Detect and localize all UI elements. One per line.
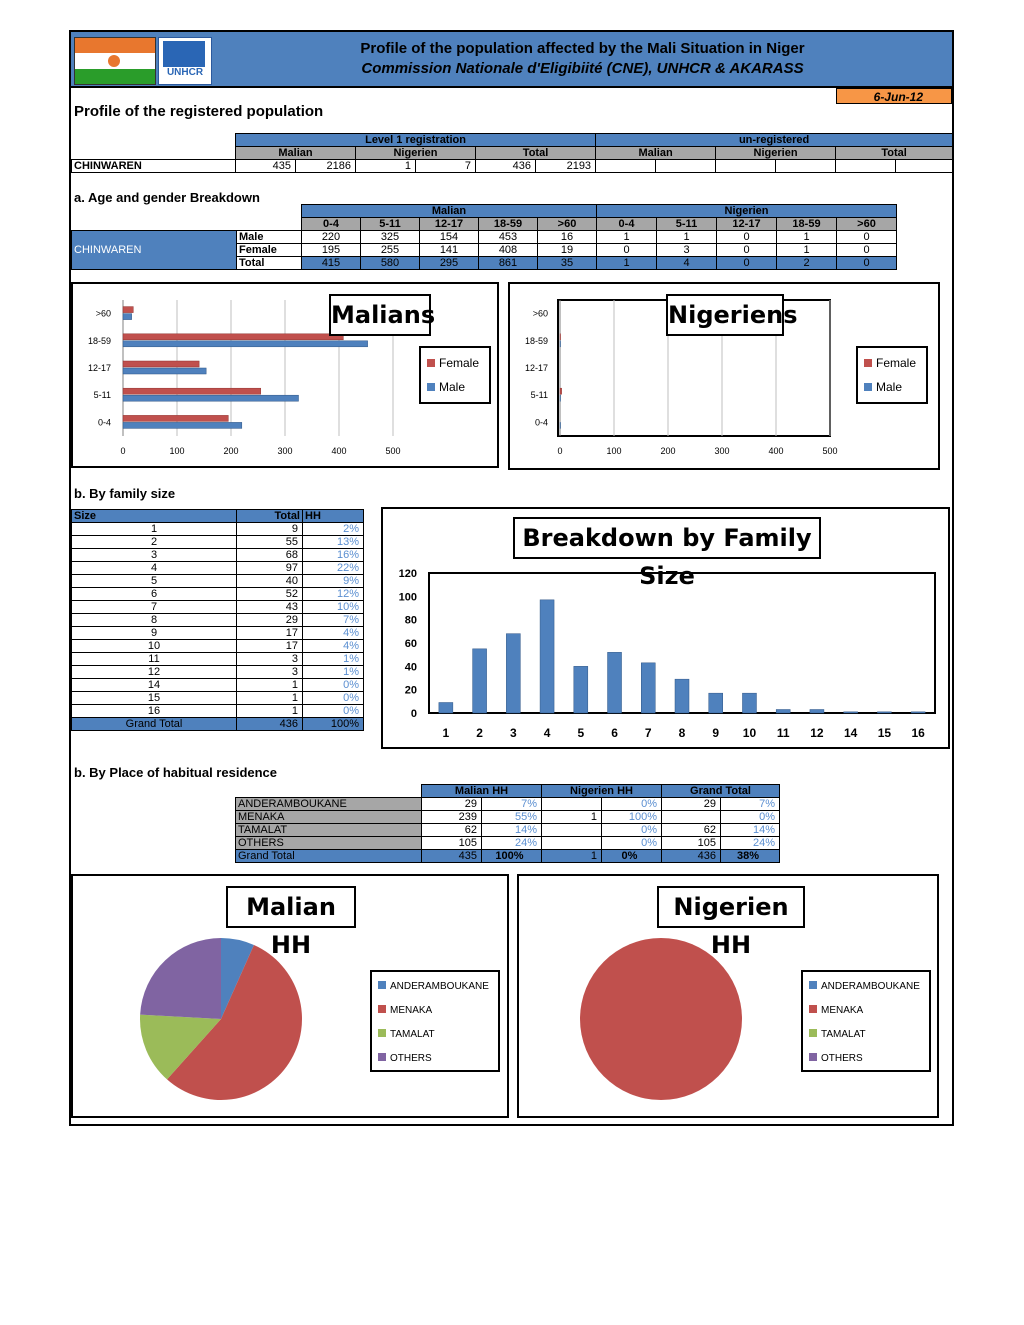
total-cell: 17	[237, 627, 303, 640]
pct-cell: 0%	[303, 692, 364, 705]
malians-chart	[71, 282, 499, 468]
table-cell: 580	[361, 257, 420, 270]
table-cell: 0	[837, 231, 897, 244]
bar	[574, 666, 588, 713]
legend-male: Male	[864, 375, 920, 399]
family-size-chart	[381, 507, 950, 749]
table-cell: 7%	[482, 798, 542, 811]
table-cell: 24%	[721, 837, 780, 850]
table-cell: 4	[657, 257, 717, 270]
pct-cell: 12%	[303, 588, 364, 601]
table-cell: 0%	[602, 837, 662, 850]
table-cell: 436	[476, 160, 536, 173]
table-cell: 1	[777, 231, 837, 244]
x-tick-label: 2	[476, 726, 483, 740]
table-cell	[542, 824, 602, 837]
y-tick-label: 0-4	[534, 417, 548, 428]
x-tick-label: 4	[543, 726, 551, 740]
table-row	[72, 679, 364, 692]
column-header: Total	[476, 147, 596, 160]
size-cell: 14	[72, 679, 237, 692]
y-tick-label: 100	[398, 591, 417, 604]
size-cell: 5	[72, 575, 237, 588]
size-cell: 6	[72, 588, 237, 601]
x-tick-label: 400	[331, 446, 347, 456]
x-tick-label: 8	[678, 726, 686, 740]
x-tick-label: 500	[385, 446, 401, 456]
age-gender-section-title: a. Age and gender Breakdown	[74, 190, 260, 205]
table-row	[72, 640, 364, 653]
malian-hh-legend	[370, 970, 500, 1072]
table-cell: 861	[479, 257, 538, 270]
malian-hh-title: Malian HH	[226, 886, 356, 928]
grand-total-label: Grand Total	[72, 718, 237, 731]
col-size: Size	[72, 510, 237, 523]
table-cell: 141	[420, 244, 479, 257]
column-header: Nigerien	[356, 147, 476, 160]
x-tick-label: 0	[557, 446, 563, 456]
table-cell: 62	[662, 824, 721, 837]
legend-female: Female	[864, 351, 920, 375]
table-cell: 19	[538, 244, 597, 257]
malians-legend	[419, 346, 491, 404]
y-tick-label: >60	[95, 308, 111, 319]
x-tick-label: 14	[843, 726, 858, 740]
x-tick-label: 100	[606, 446, 622, 456]
age-column-header: 18-59	[777, 218, 837, 231]
table-cell: 2186	[296, 160, 356, 173]
y-tick-label: 40	[404, 661, 417, 674]
bar	[844, 712, 858, 713]
place-cell: Grand Total	[236, 850, 422, 863]
total-cell: 3	[237, 666, 303, 679]
total-cell: 55	[237, 536, 303, 549]
legend-menaka: MENAKA	[378, 999, 492, 1023]
table-cell: 16	[538, 231, 597, 244]
table-row	[72, 653, 364, 666]
table-cell: 2193	[536, 160, 596, 173]
x-tick-label: 9	[712, 726, 720, 740]
unhcr-logo: UNHCR	[158, 37, 212, 85]
size-cell: 4	[72, 562, 237, 575]
table-row	[72, 523, 364, 536]
x-tick-label: 200	[223, 446, 239, 456]
table-cell: 29	[662, 798, 721, 811]
legend-others: OTHERS	[378, 1047, 492, 1071]
table-cell	[656, 160, 716, 173]
table-row	[72, 536, 364, 549]
column-header: Malian	[236, 147, 356, 160]
table-cell: 100%	[482, 850, 542, 863]
table-row	[72, 549, 364, 562]
gender-label: Female	[237, 244, 302, 257]
pct-cell: 2%	[303, 523, 364, 536]
legend-others: OTHERS	[809, 1047, 923, 1071]
report-date: 6-Jun-12	[836, 88, 952, 104]
table-cell: 325	[361, 231, 420, 244]
bar	[877, 712, 891, 713]
total-cell: 1	[237, 705, 303, 718]
bar-male	[560, 422, 561, 428]
bar-male	[123, 341, 368, 347]
table-cell: 0	[837, 244, 897, 257]
table-cell: 1	[657, 231, 717, 244]
total-cell: 1	[237, 692, 303, 705]
bar-female	[123, 361, 199, 367]
table-cell: 62	[422, 824, 482, 837]
bar	[473, 649, 487, 713]
x-tick-label: 300	[277, 446, 293, 456]
family-size-section-title: b. By family size	[74, 486, 176, 501]
pct-cell: 7%	[303, 614, 364, 627]
table-row	[72, 705, 364, 718]
y-tick-label: 12-17	[524, 363, 548, 373]
grand-total-pct: 100%	[303, 718, 364, 731]
table-cell: 0	[717, 231, 777, 244]
table-row	[72, 692, 364, 705]
total-cell: 17	[237, 640, 303, 653]
table-cell: 255	[361, 244, 420, 257]
bar-male	[123, 368, 206, 374]
size-cell: 7	[72, 601, 237, 614]
table-row	[72, 231, 897, 244]
table-cell: 436	[662, 850, 721, 863]
table-cell	[716, 160, 776, 173]
bar-male	[560, 341, 561, 347]
registered-table	[71, 133, 953, 173]
malians-chart-title: Malians	[329, 294, 431, 336]
table-cell: 415	[302, 257, 361, 270]
place-cell: ANDERAMBOUKANE	[236, 798, 422, 811]
y-tick-label: 5-11	[93, 390, 111, 401]
grand-total-value: 436	[237, 718, 303, 731]
gender-label: Total	[237, 257, 302, 270]
residence-section-title: b. By Place of habitual residence	[74, 765, 278, 780]
site-label: CHINWAREN	[72, 231, 237, 270]
table-cell: 220	[302, 231, 361, 244]
bar-female	[123, 415, 228, 421]
total-cell: 68	[237, 549, 303, 562]
place-cell: MENAKA	[236, 811, 422, 824]
x-tick-label: 16	[911, 726, 925, 740]
table-cell: 1	[597, 257, 657, 270]
table-row	[72, 588, 364, 601]
pct-cell: 9%	[303, 575, 364, 588]
bar-male	[123, 422, 242, 428]
bar-female	[123, 307, 133, 313]
legend-male: Male	[427, 375, 483, 399]
bar	[675, 679, 689, 713]
column-header: Nigerien	[716, 147, 836, 160]
size-cell: 15	[72, 692, 237, 705]
x-tick-label: 400	[768, 446, 784, 456]
legend-female: Female	[427, 351, 483, 375]
page-subtitle: Commission Nationale d'Eligibiité (CNE), UNHCR & AKARASS	[361, 60, 804, 77]
bar	[540, 600, 554, 713]
table-cell: 0%	[602, 824, 662, 837]
x-tick-label: 15	[877, 726, 892, 740]
nigerien-hh-title: Nigerien HH	[657, 886, 805, 928]
table-cell: 38%	[721, 850, 780, 863]
total-cell: 29	[237, 614, 303, 627]
col-hh: HH	[303, 510, 364, 523]
size-cell: 12	[72, 666, 237, 679]
total-cell: 52	[237, 588, 303, 601]
table-cell: 105	[662, 837, 721, 850]
bar-female	[123, 334, 343, 340]
table-cell: 100%	[602, 811, 662, 824]
x-tick-label: 10	[742, 726, 757, 740]
table-row	[72, 575, 364, 588]
total-cell: 40	[237, 575, 303, 588]
site-label: CHINWAREN	[72, 160, 236, 173]
size-cell: 8	[72, 614, 237, 627]
table-cell: 408	[479, 244, 538, 257]
size-cell: 16	[72, 705, 237, 718]
y-tick-label: 0	[410, 708, 417, 720]
size-cell: 10	[72, 640, 237, 653]
age-column-header: >60	[837, 218, 897, 231]
col-nigerien-hh: Nigerien HH	[542, 785, 662, 798]
size-cell: 2	[72, 536, 237, 549]
malian-group-header: Malian	[302, 205, 597, 218]
pct-cell: 22%	[303, 562, 364, 575]
bar-female	[123, 388, 261, 394]
residence-table	[235, 784, 780, 863]
bar	[709, 693, 723, 713]
bar	[776, 710, 790, 714]
table-cell: 1	[777, 244, 837, 257]
age-column-header: 12-17	[717, 218, 777, 231]
x-tick-label: 300	[714, 446, 730, 456]
table-cell: 2	[777, 257, 837, 270]
table-cell: 55%	[482, 811, 542, 824]
table-cell: 0%	[602, 798, 662, 811]
table-cell: 1	[356, 160, 416, 173]
table-cell	[836, 160, 896, 173]
age-column-header: 5-11	[361, 218, 420, 231]
table-cell: 295	[420, 257, 479, 270]
table-row	[236, 837, 780, 850]
place-cell: OTHERS	[236, 837, 422, 850]
pct-cell: 4%	[303, 640, 364, 653]
y-tick-label: 120	[398, 568, 417, 580]
table-row	[72, 614, 364, 627]
age-column-header: 18-59	[479, 218, 538, 231]
bar	[911, 712, 925, 713]
table-cell: 0	[837, 257, 897, 270]
x-tick-label: 1	[442, 726, 450, 740]
y-tick-label: 5-11	[530, 390, 548, 401]
y-tick-label: >60	[532, 308, 548, 319]
x-tick-label: 11	[776, 726, 790, 740]
malian-hh-chart	[71, 874, 509, 1118]
age-column-header: 12-17	[420, 218, 479, 231]
age-column-header: >60	[538, 218, 597, 231]
table-cell	[542, 798, 602, 811]
family-size-table	[71, 509, 364, 731]
x-tick-label: 100	[169, 446, 185, 456]
col-total: Total	[237, 510, 303, 523]
table-cell	[896, 160, 953, 173]
page-title: Profile of the population affected by the Mali Situation in Niger	[360, 40, 805, 57]
unregistered-header: un-registered	[596, 134, 953, 147]
age-gender-table	[71, 204, 897, 270]
bar	[641, 663, 655, 713]
table-cell	[542, 837, 602, 850]
table-cell: 14%	[482, 824, 542, 837]
registered-section-title: Profile of the registered population	[74, 103, 324, 120]
nigeriens-chart-title: Nigeriens	[666, 294, 784, 336]
table-cell: 0%	[602, 850, 662, 863]
total-cell: 3	[237, 653, 303, 666]
pct-cell: 1%	[303, 666, 364, 679]
bar-male	[560, 395, 561, 401]
family-size-chart-title: Breakdown by Family Size	[513, 517, 821, 559]
table-cell: 105	[422, 837, 482, 850]
gender-label: Male	[237, 231, 302, 244]
bar	[608, 652, 622, 713]
column-header: Total	[836, 147, 953, 160]
x-tick-label: 12	[810, 726, 824, 740]
nigerien-group-header: Nigerien	[597, 205, 897, 218]
table-cell: 1	[597, 231, 657, 244]
table-cell: 0%	[721, 811, 780, 824]
y-tick-label: 18-59	[524, 335, 548, 346]
place-cell: TAMALAT	[236, 824, 422, 837]
size-cell: 9	[72, 627, 237, 640]
x-tick-label: 6	[611, 726, 618, 740]
bar	[810, 710, 824, 714]
bar	[742, 693, 756, 713]
pct-cell: 16%	[303, 549, 364, 562]
pct-cell: 1%	[303, 653, 364, 666]
col-malian-hh: Malian HH	[422, 785, 542, 798]
total-cell: 9	[237, 523, 303, 536]
table-cell: 1	[542, 811, 602, 824]
table-row	[236, 850, 780, 863]
pct-cell: 4%	[303, 627, 364, 640]
table-cell: 1	[542, 850, 602, 863]
legend-tamalat: TAMALAT	[378, 1023, 492, 1047]
table-cell: 453	[479, 231, 538, 244]
table-cell: 0	[717, 244, 777, 257]
table-cell: 435	[236, 160, 296, 173]
legend-anderamboukane: ANDERAMBOUKANE	[378, 975, 492, 999]
table-row	[72, 666, 364, 679]
table-row	[72, 601, 364, 614]
y-tick-label: 18-59	[87, 335, 111, 346]
legend-tamalat: TAMALAT	[809, 1023, 923, 1047]
table-cell: 154	[420, 231, 479, 244]
bar-male	[123, 395, 299, 401]
niger-flag-icon	[74, 37, 156, 85]
pct-cell: 10%	[303, 601, 364, 614]
legend-menaka: MENAKA	[809, 999, 923, 1023]
table-cell: 7	[416, 160, 476, 173]
pie-slice	[140, 938, 221, 1019]
column-header: Malian	[596, 147, 716, 160]
table-row	[236, 798, 780, 811]
table-row	[236, 811, 780, 824]
table-row	[236, 824, 780, 837]
pct-cell: 0%	[303, 705, 364, 718]
table-cell: 14%	[721, 824, 780, 837]
legend-anderamboukane: ANDERAMBOUKANE	[809, 975, 923, 999]
x-tick-label: 5	[577, 726, 585, 740]
table-row	[72, 562, 364, 575]
bar	[506, 634, 520, 713]
bar-female	[560, 334, 561, 340]
size-cell: 3	[72, 549, 237, 562]
age-column-header: 5-11	[657, 218, 717, 231]
nigerien-hh-chart	[517, 874, 939, 1118]
total-cell: 1	[237, 679, 303, 692]
x-tick-label: 0	[120, 446, 126, 456]
size-cell: 11	[72, 653, 237, 666]
bar	[439, 703, 453, 714]
y-tick-label: 20	[404, 684, 417, 697]
table-cell: 35	[538, 257, 597, 270]
y-tick-label: 12-17	[87, 363, 111, 373]
age-column-header: 0-4	[597, 218, 657, 231]
col-grand-total: Grand Total	[662, 785, 780, 798]
table-cell: 24%	[482, 837, 542, 850]
table-cell: 29	[422, 798, 482, 811]
y-tick-label: 80	[404, 614, 417, 627]
x-tick-label: 3	[509, 726, 517, 740]
x-tick-label: 7	[644, 726, 652, 740]
table-cell	[662, 811, 721, 824]
pct-cell: 0%	[303, 679, 364, 692]
x-tick-label: 200	[660, 446, 676, 456]
nigeriens-legend	[856, 346, 928, 404]
level1-header: Level 1 registration	[236, 134, 596, 147]
table-cell: 435	[422, 850, 482, 863]
total-cell: 97	[237, 562, 303, 575]
pct-cell: 13%	[303, 536, 364, 549]
nigerien-hh-legend	[801, 970, 931, 1072]
x-tick-label: 500	[822, 446, 838, 456]
table-cell	[596, 160, 656, 173]
table-row	[72, 627, 364, 640]
y-tick-label: 60	[404, 638, 417, 650]
table-cell: 0	[597, 244, 657, 257]
size-cell: 1	[72, 523, 237, 536]
table-cell: 239	[422, 811, 482, 824]
bar-male	[123, 314, 132, 320]
nigeriens-chart	[508, 282, 940, 470]
table-cell: 3	[657, 244, 717, 257]
y-tick-label: 0-4	[97, 417, 111, 428]
bar-female	[560, 388, 562, 394]
table-cell: 7%	[721, 798, 780, 811]
table-cell: 195	[302, 244, 361, 257]
table-cell	[776, 160, 836, 173]
total-cell: 43	[237, 601, 303, 614]
age-column-header: 0-4	[302, 218, 361, 231]
table-cell: 0	[717, 257, 777, 270]
